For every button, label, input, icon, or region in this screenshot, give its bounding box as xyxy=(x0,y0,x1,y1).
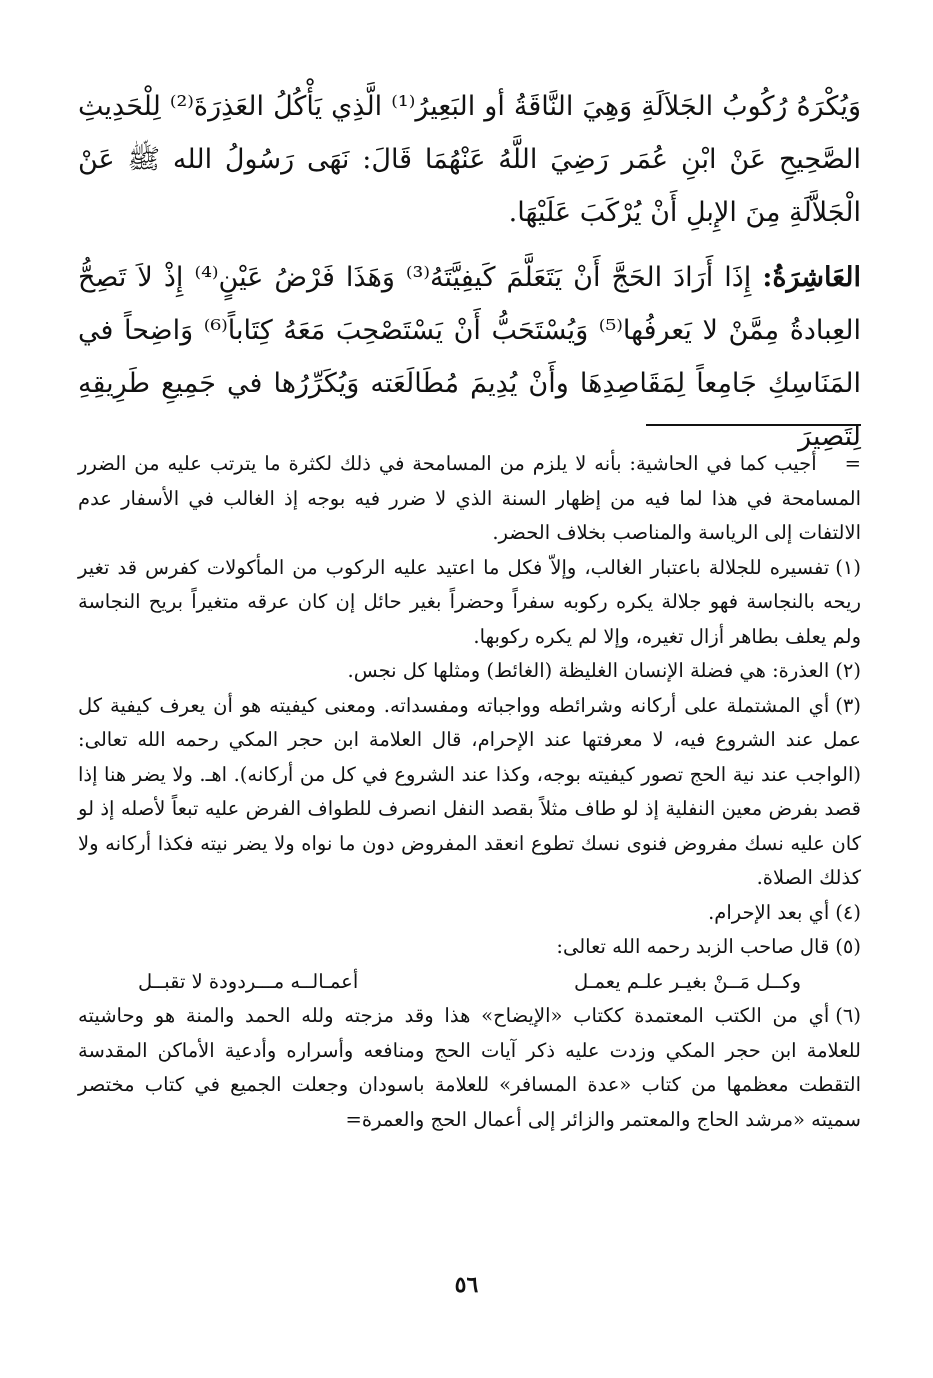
footnote-1-number: (١) xyxy=(835,555,861,579)
poem-first-hemistich: وكــل مَــنْ بغيـر علـم يعمـل xyxy=(574,969,801,993)
footnote-continuation xyxy=(78,447,861,551)
paragraph-riding-jallala: وَيُكْرَهُ رُكُوبُ الجَلاَلَةِ وَهِيَ النَّاقَةُ أو البَعِيرُ⁽¹⁾ الَّذِي يَأْكُلُ العَذِرَةَ⁽²⁾ لِلْحَدِيثِ الصَّحِيحِ عَنْ ابْنِ عُمَر رَضِيَ اللَّهُ عَنْهُمَا قَالَ: نَهَى رَسُولُ الله ﷺ عَنْ الْجَلاَّلَةِ مِنَ الإِبلِ أَنْ يُرْكَبَ عَلَيْهَا. xyxy=(78,91,862,228)
footnotes-section xyxy=(78,447,861,1137)
footnote-1 xyxy=(78,551,861,655)
footnote-6-number: (٦) xyxy=(835,1004,861,1027)
footnote-6-text: أي من الكتب المعتمدة ككتاب «الإيضاح» هذا وقد مزجته ولله الحمد والمنة هو وحاشيته للعلامة ابن حجر المكي وزدت عليه ذكر آيات الحج ومنافعه وأسراره وأدعية الأماكن المقدسة التقطت معظمها من كتاب «عدة المسافر» للعلامة باسودان وجعلت الجميع في كتاب مختصر سميته «مرشد الحاج والمعتمر والزائر إلى أعمال الحج والعمرة= xyxy=(78,1004,861,1131)
footnote-4 xyxy=(78,896,861,931)
paragraph-tenth-body: إِذَا أَرَادَ الحَجَّ أَنْ يَتَعَلَّمَ كَيفِيَّتَهُ⁽³⁾ وَهَذَا فَرْضُ عَيْنٍ⁽⁴⁾ إِذْ لاَ تَصِحُّ العِبادةُ مِمَّنْ لا يَعرفُها⁽⁵⁾ وَيُسْتَحَبُّ أَنْ يَسْتَصْحِبَ مَعَهُ كِتَاباً⁽⁶⁾ وَاضِحاً في المَنَاسِكِ جَامِعاً لِمَقَاصِدِهَا وأَنْ يُدِيمَ مُطَالَعَته وَيُكَرِّرُها في جَمِيعِ طَرِيقِهِ لِتَصِيرَ xyxy=(78,262,861,452)
main-body-text xyxy=(78,80,861,475)
footnote-2-text: العذرة: هي فضلة الإنسان الغليظة (الغائط) ومثلها كل نجس. xyxy=(347,659,830,682)
footnote-2-number: (٢) xyxy=(835,659,861,682)
footnote-2 xyxy=(78,654,861,689)
continuation-mark: = xyxy=(844,452,861,475)
poem-verse xyxy=(78,965,861,1000)
footnote-4-text: أي بعد الإحرام. xyxy=(708,900,830,924)
poem-second-hemistich: أعمـالــه مـــردودة لا تقبــل xyxy=(138,969,359,993)
footnote-5-number: (٥) xyxy=(835,935,861,958)
footnote-3 xyxy=(78,689,861,896)
footnote-5-text: قال صاحب الزبد رحمه الله تعالى: xyxy=(556,935,830,958)
section-lead-tenth: العَاشِرَةُ: xyxy=(762,262,861,293)
footnote-3-text: أي المشتملة على أركانه وشرائطه وواجباته ومفسداته. ومعنى كيفيته هو أن يعرف كيفية كل عمل عند الشروع فيه، لا معرفتها عند الإحرام، قال العلامة ابن حجر المكي رحمه الله تعالى: (الواجب عند نية الحج تصور كيفيته بوجه، وكذا عند الشروع في كل من أركانه). اهـ. ولا يضر هنا إذا قصد بفرض معين النفلية إذ لو طاف مثلاً بقصد النفل انصرف للطواف الفرض عليه تبعاً لأصله إذ لو كان عليه نسك مفروض فنوى نسك تطوع انعقد المفروض دون ما نواه ولا يضر نيته فكذا أركانه ولا كذلك الصلاة. xyxy=(78,693,861,889)
footnote-5 xyxy=(78,930,861,965)
footnote-1-text: تفسيره للجلالة باعتبار الغالب، وإلاّ فكل ما اعتيد عليه الركوب من المأكولات كفرس قد تغير ريحه بالنجاسة فهو جلالة يكره ركوبه سفراً وحضراً بغير حائل إن كان عرقه متغيراً بريح النجاسة ولم يعلف بطاهر أزال تغيره، وإلا لم يكره ركوبها. xyxy=(78,555,861,648)
footnote-3-number: (٣) xyxy=(835,693,861,717)
footnote-separator-rule xyxy=(646,424,861,426)
page-number: ٥٦ xyxy=(454,1272,479,1298)
footnote-4-number: (٤) xyxy=(835,900,861,924)
paragraph-tenth-point xyxy=(78,251,861,463)
footnote-continuation-text: أجيب كما في الحاشية: بأنه لا يلزم من المسامحة في ذلك لكثرة ما يترتب عليه من الضرر المسامحة في هذا لما فيه من إظهار السنة الذي لا ضرر فيه بوجه إذ الغالب في الأسفار عدم الالتفات إلى الرياسة والمناصب بخلاف الحضر. xyxy=(78,452,861,544)
footnote-6 xyxy=(78,999,861,1137)
